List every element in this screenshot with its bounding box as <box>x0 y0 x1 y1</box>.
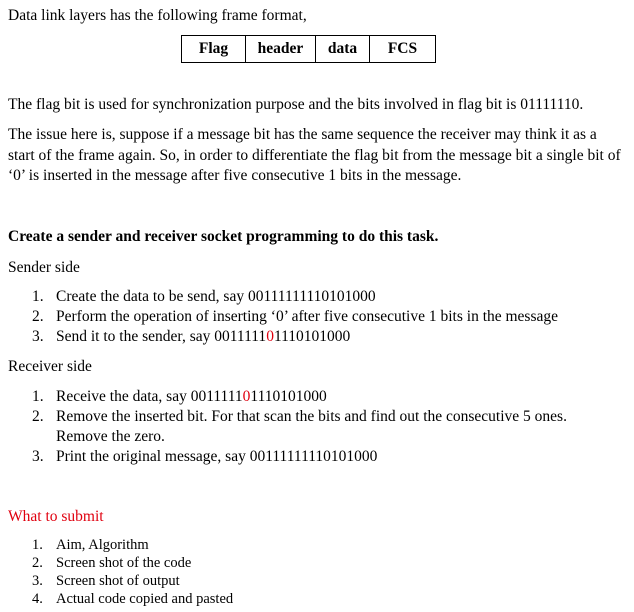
issue-paragraph: The issue here is, suppose if a message bit has the same sequence the receiver may think it as a start of the frame again. So, in order to differentiate the flag bit from the message bit a single bit of ‘0’ is inserted in the message after five consecutive 1 bits in the message. <box>8 126 621 184</box>
list-item: 1. Aim, Algorithm <box>32 537 149 553</box>
list-item: 3. Screen shot of output <box>32 573 180 589</box>
list-item: 1. Receive the data, say 001111101110101000 <box>32 388 327 405</box>
flag-paragraph: The flag bit is used for synchronization purpose and the bits involved in flag bit is 01111110. <box>8 96 584 113</box>
list-item: 1. Create the data to be send, say 00111111110101000 <box>32 288 376 305</box>
intro-text: Data link layers has the following frame format, <box>8 7 307 24</box>
receiver-steps <box>0 387 567 467</box>
stuffed-bit: 0 <box>242 388 251 405</box>
list-item: 2. Perform the operation of inserting ‘0’ after five consecutive 1 bits in the message <box>32 308 559 325</box>
stuffed-bit: 0 <box>266 328 274 345</box>
sender-heading: Sender side <box>8 259 80 276</box>
frame-field-data: data <box>316 36 370 63</box>
frame-field-flag: Flag <box>182 36 246 63</box>
list-item: 2. Remove the inserted bit. For that scan the bits and find out the consecutive 5 ones. Remove the zero. <box>32 408 567 445</box>
submit-heading: What to submit <box>8 508 104 525</box>
list-item: 3. Print the original message, say 00111111110101000 <box>32 448 378 465</box>
submit-items <box>0 536 233 608</box>
list-item: 3. Send it to the sender, say 001111101110101000 <box>32 328 351 345</box>
sender-steps <box>0 287 558 347</box>
frame-field-header: header <box>246 36 316 63</box>
frame-format-table <box>181 35 436 63</box>
receiver-heading: Receiver side <box>8 358 92 375</box>
list-item: 2. Screen shot of the code <box>32 555 192 571</box>
task-heading: Create a sender and receiver socket programming to do this task. <box>8 228 439 245</box>
frame-field-fcs: FCS <box>370 36 436 63</box>
list-item: 4. Actual code copied and pasted <box>32 591 234 607</box>
